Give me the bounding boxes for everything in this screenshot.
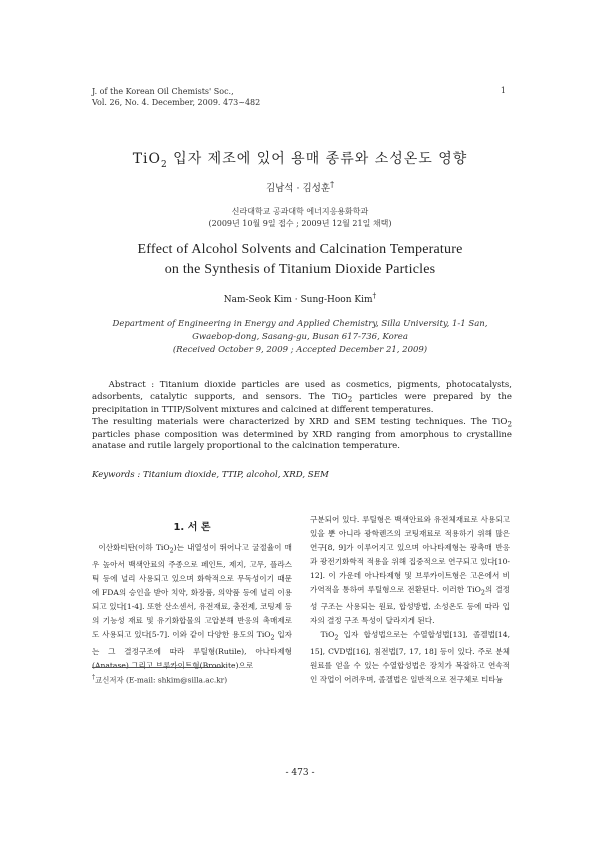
abstract: Abstract : Titanium dioxide particles are used as cosmetics, pigments, photocatalysts, adsorbents, catalytic supports, and sensors. The TiO$_2$ particles were prepared by the precipitation in TTIP/Solvent mixtures and calcined at different temperatures. The resulting materials were characterized by XRD and SEM testing techniques. The TiO$_2$ particles phase composition was determined by XRD ranging from amorphous to crystalline anatase and rutile largely proportional to the calcination temperature. xyxy=(92,380,512,452)
body-column-left: 이산화티탄(이하 TiO$_2$)는 내열성이 뛰어나고 굴절율이 매우 높아서 백색안료의 주종으로 페인트, 제지, 고무, 플라스틱 등에 널리 사용되고 있으며 화학적으로 무독성이기 때문에 FDA의 승인을 받아 치약, 화장품, 의약품 등에 널리 이용되고 있다[1-4]. 또한 산소센서, 유전재료, 충전제, 코팅제 등의 기능성 재료 및 유기화합물의 고압분해 반응의 촉매제로도 사용되고 있다[5-7]. 이와 같이 다양한 용도의 TiO$_2$ 입자는 그 결정구조에 따라 루틸형(Rutile), 아나타제형(Anatase) 그리고 브루카이트형(Brookite)으로 xyxy=(92,543,292,671)
english-title: Effect of Alcohol Solvents and Calcination Temperature on the Synthesis of Titanium Dioxide Particles xyxy=(137,242,463,277)
journal-name: J. of the Korean Oil Chemists' Soc., xyxy=(92,87,234,96)
korean-title: TiO$_2$ 입자 제조에 있어 용매 종류와 소성온도 영향 xyxy=(132,151,468,170)
header-page-number: 1 xyxy=(500,86,506,95)
english-dates: (Received October 9, 2009 ; Accepted December 21, 2009) xyxy=(172,345,428,355)
abstract-label: Abstract xyxy=(108,380,146,390)
english-affiliation: Department of Engineering in Energy and Applied Chemistry, Silla University, 1-1 San, Gwaebop-dong, Sasang-gu, Busan 617-736, Korea (Received October 9, 2009 ; Accepted December 21, 2009) xyxy=(0,318,600,357)
section-heading: 1. 서 론 xyxy=(173,522,211,533)
journal-citation xyxy=(92,86,260,108)
body-column-right: 구분되어 있다. 루틸형은 백색안료와 유전체재료로 사용되고 있을 뿐 아니라 광학렌즈의 코팅재료로 적용하기 위해 많은 연구[8, 9]가 이루어지고 있으며 아나타제형는 광촉매 반응과 광전기화학적 적용을 위해 집중적으로 연구되고 있다[10-12]. 이 가운데 아나타제형 및 브루카이트형은 고온에서 비가역적을 통하여 루틸형으로 전환된다. 이러한 TiO$_2$의 결정성 구조는 사용되는 원료, 합성방법, 소성온도 등에 따라 입자의 결정 구조 특성이 달라지게 된다. TiO$_2$ 입자 합성법으로는 수열합성법[13], 졸겔법[14, 15], CVD법[16], 침전법[7, 17, 18] 등이 있다. 주로 분체 원료를 얻을 수 있는 수열합성법은 장치가 복잡하고 연속적인 작업이 어려우며, 졸겔법은 일반적으로 전구체로 티타늄 xyxy=(310,515,511,684)
journal-volume: Vol. 26, No. 4. December, 2009. 473~482 xyxy=(92,98,261,107)
footnote: †교신저자 (E-mail: shkim@silla.ac.kr) xyxy=(92,674,228,685)
korean-authors: 김남석 · 김성훈† xyxy=(265,180,335,195)
korean-dates: (2009년 10월 9일 접수 ; 2009년 12월 21일 채택) xyxy=(208,219,392,228)
page-number: - 473 - xyxy=(285,768,315,778)
footnote-divider xyxy=(92,667,222,668)
dagger-mark: † xyxy=(330,180,335,189)
keywords: Keywords : Titanium dioxide, TTIP, alcohol, XRD, SEM xyxy=(92,470,329,480)
korean-affiliation: 신라대학교 공과대학 에너지응용화학과 (2009년 10월 9일 접수 ; 2009년 12월 21일 채택) xyxy=(0,206,600,230)
english-authors: Nam-Seok Kim · Sung-Hoon Kim† xyxy=(223,291,377,305)
